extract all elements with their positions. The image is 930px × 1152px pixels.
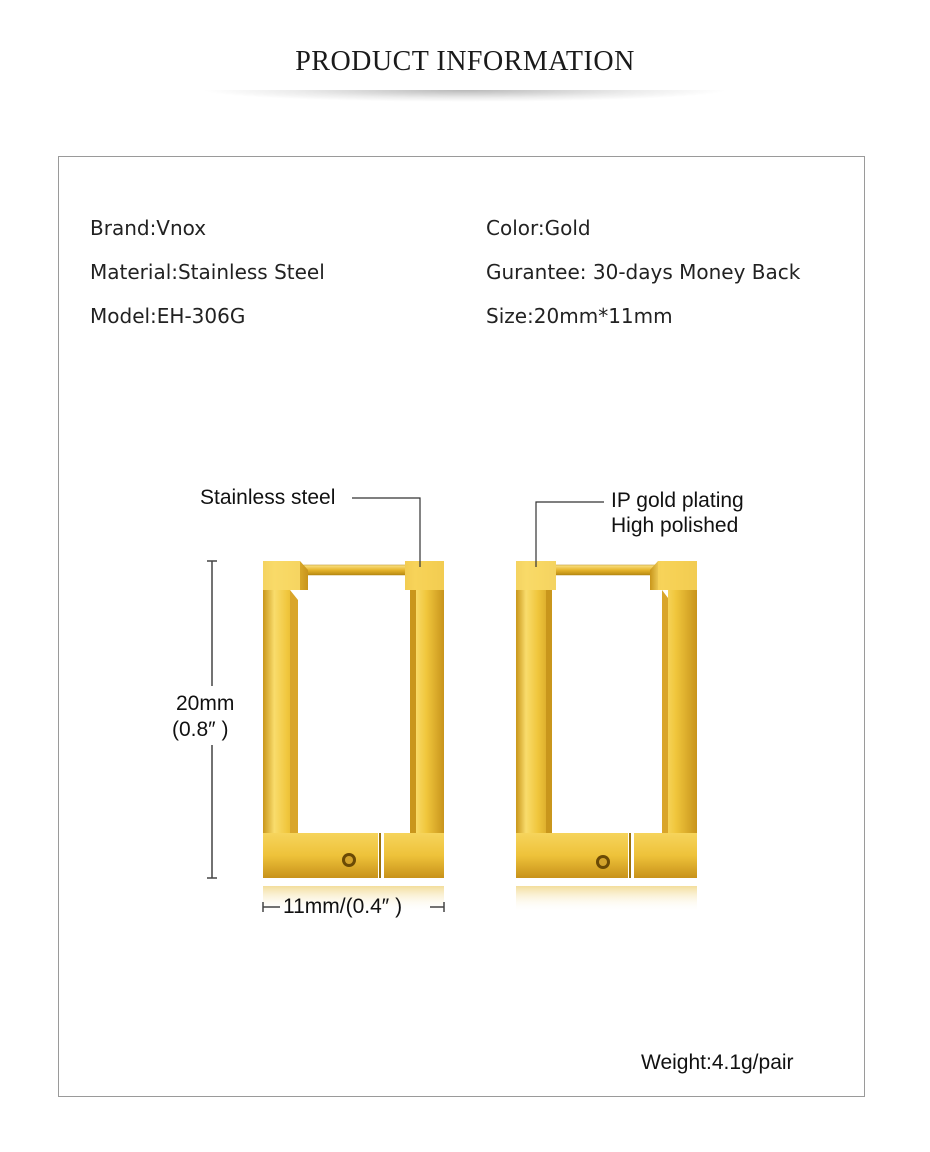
stainless-leader-line — [352, 498, 420, 567]
spec-guarantee: Gurantee: 30-days Money Back — [486, 260, 801, 284]
callout-stainless-steel: Stainless steel — [200, 486, 336, 509]
spec-model: Model:EH-306G — [90, 304, 246, 328]
callout-ip-gold-plating: IP gold plating — [611, 489, 744, 512]
height-mm-label: 20mm — [176, 692, 235, 715]
width-label: 11mm/(0.4″ ) — [283, 895, 403, 918]
callout-high-polished: High polished — [611, 514, 739, 537]
spec-material: Material:Stainless Steel — [90, 260, 325, 284]
height-inch-label: (0.8″ ) — [172, 718, 229, 741]
spec-size: Size:20mm*11mm — [486, 304, 673, 328]
plating-leader-line — [536, 502, 604, 567]
weight-label: Weight:4.1g/pair — [641, 1051, 794, 1074]
spec-brand: Brand:Vnox — [90, 216, 207, 240]
left-earring — [263, 561, 444, 912]
right-earring — [516, 561, 697, 912]
spec-color: Color:Gold — [486, 216, 591, 240]
page-title: PRODUCT INFORMATION — [295, 46, 635, 77]
